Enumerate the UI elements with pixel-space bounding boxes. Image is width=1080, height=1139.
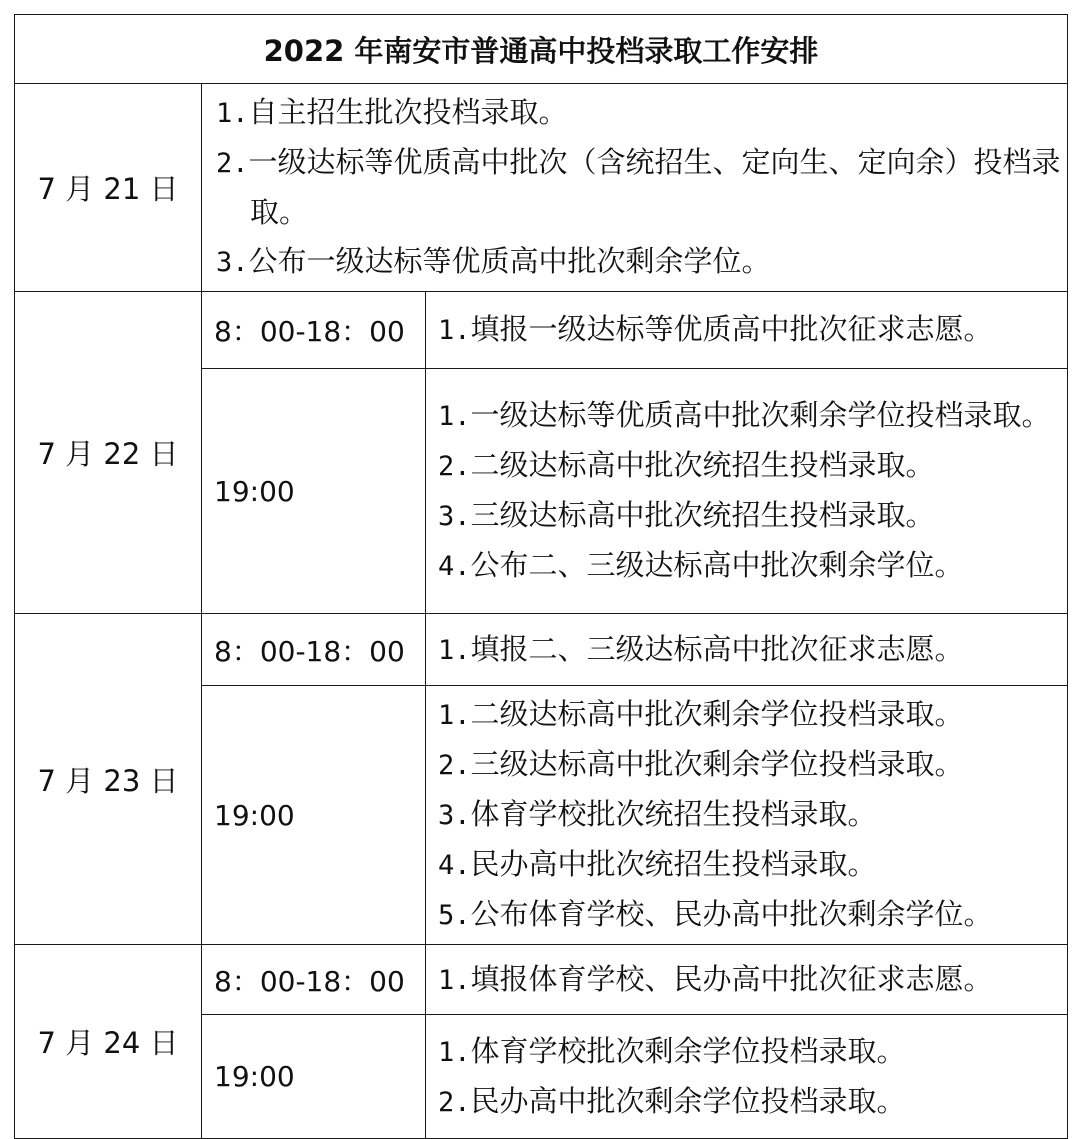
time-cell: 8：00-18：00 — [202, 292, 426, 369]
list-item: 3.体育学校批次统招生投档录取。 — [438, 797, 877, 831]
list-item: 4.民办高中批次统招生投档录取。 — [438, 847, 877, 881]
table-row — [15, 84, 1068, 292]
table-row — [15, 292, 1068, 369]
title-row — [15, 15, 1068, 84]
date-cell: 7 月 24 日 — [15, 945, 202, 1139]
list-item: 1.体育学校批次剩余学位投档录取。 — [438, 1033, 906, 1068]
schedule-table — [14, 14, 1068, 1139]
list-item: 4.公布二、三级达标高中批次剩余学位。 — [438, 548, 964, 582]
items-cell — [202, 84, 1068, 292]
date-cell: 7 月 23 日 — [15, 614, 202, 945]
items-cell — [426, 614, 1068, 686]
list-item: 1.填报二、三级达标高中批次征求志愿。 — [438, 631, 964, 666]
list-item: 1.填报体育学校、民办高中批次征求志愿。 — [438, 961, 993, 996]
time-cell: 19:00 — [202, 1015, 426, 1139]
list-item: 3.公布一级达标等优质高中批次剩余学位。 — [216, 244, 771, 278]
time-cell: 8：00-18：00 — [202, 614, 426, 686]
time-cell: 19:00 — [202, 369, 426, 614]
list-item: 1.二级达标高中批次剩余学位投档录取。 — [438, 697, 964, 731]
items-cell — [426, 369, 1068, 614]
list-item: 1.自主招生批次投档录取。 — [216, 95, 568, 129]
list-item: 2.二级达标高中批次统招生投档录取。 — [438, 448, 935, 482]
list-item: 3.三级达标高中批次统招生投档录取。 — [438, 498, 935, 532]
list-item: 2.一级达标等优质高中批次（含统招生、定向生、定向余）投档录取。 — [216, 145, 1061, 229]
date-cell: 7 月 21 日 — [15, 84, 202, 292]
list-item: 1.填报一级达标等优质高中批次征求志愿。 — [438, 312, 993, 346]
list-item: 2.三级达标高中批次剩余学位投档录取。 — [438, 747, 964, 781]
items-cell — [426, 1015, 1068, 1139]
items-cell — [426, 292, 1068, 369]
time-cell: 19:00 — [202, 686, 426, 945]
list-item: 2.民办高中批次剩余学位投档录取。 — [438, 1083, 906, 1118]
items-cell — [426, 945, 1068, 1015]
list-item: 5.公布体育学校、民办高中批次剩余学位。 — [438, 897, 993, 931]
table-title: 2022 年南安市普通高中投档录取工作安排 — [15, 15, 1068, 84]
table-row — [15, 945, 1068, 1015]
items-cell — [426, 686, 1068, 945]
list-item: 1.一级达标等优质高中批次剩余学位投档录取。 — [438, 398, 1051, 432]
table-row — [15, 614, 1068, 686]
time-cell: 8：00-18：00 — [202, 945, 426, 1015]
date-cell: 7 月 22 日 — [15, 292, 202, 614]
